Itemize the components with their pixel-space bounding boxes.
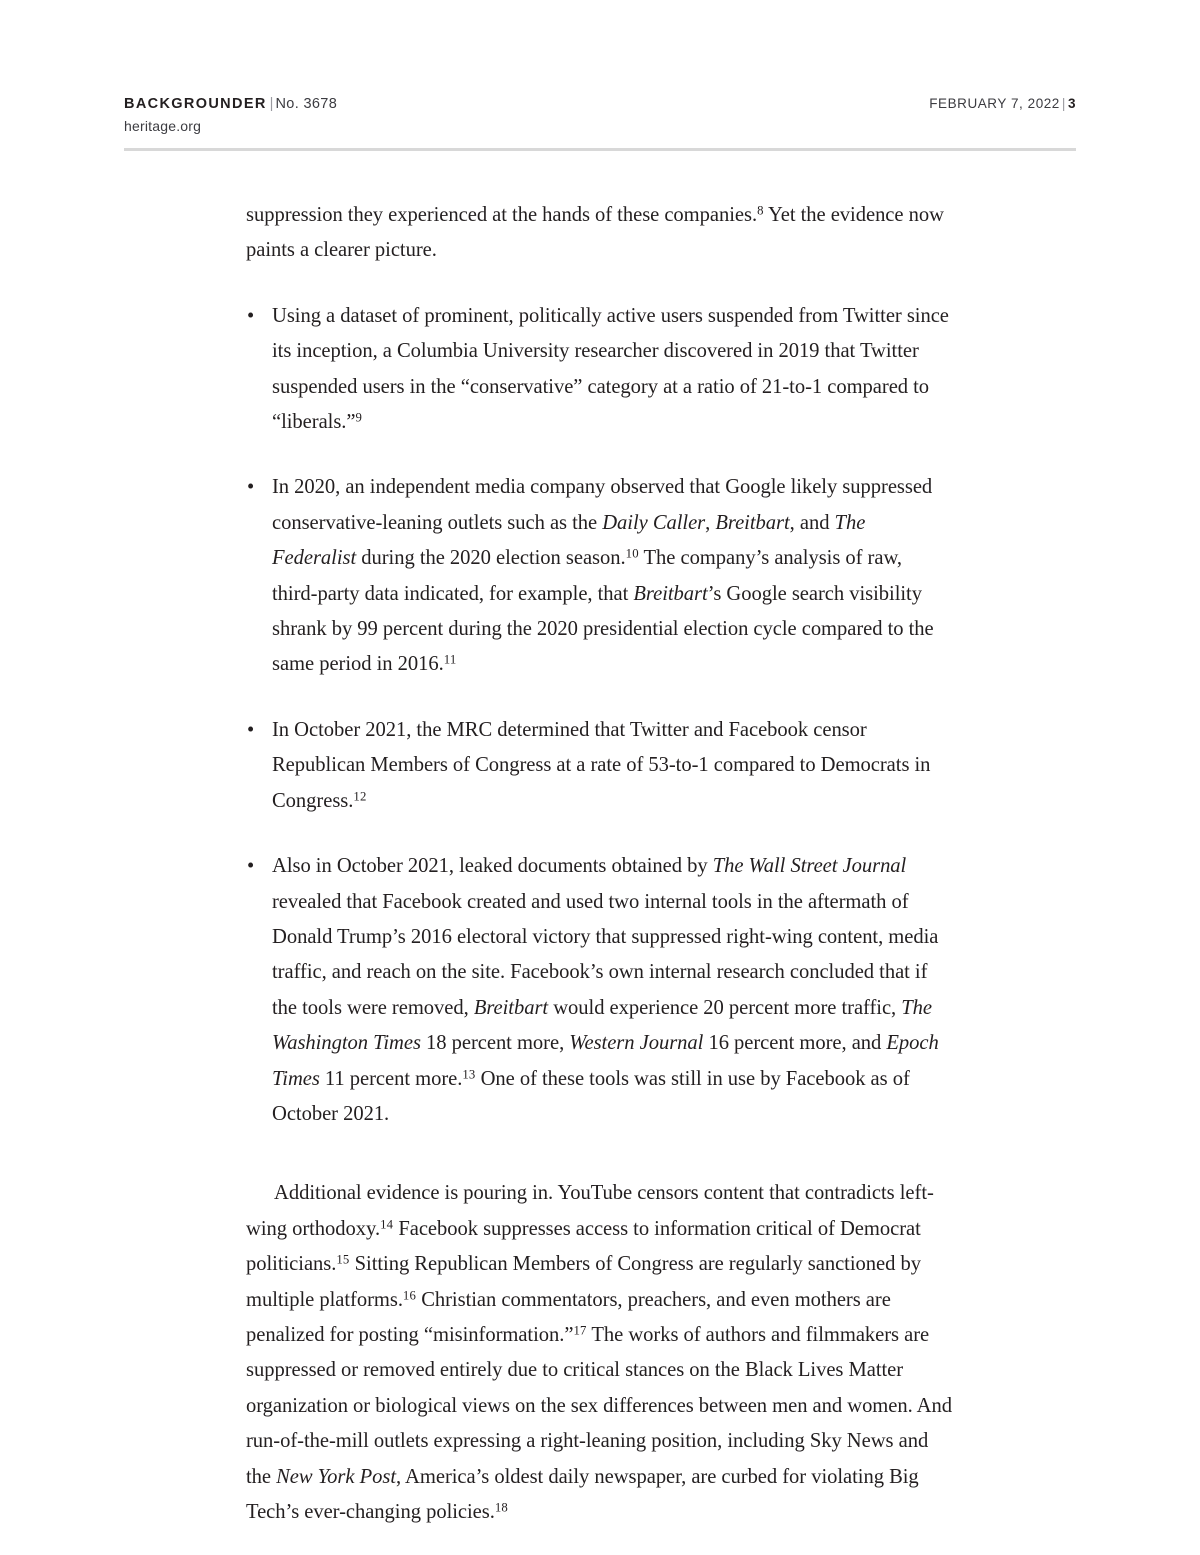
italic-title: The Wall Street Journal	[712, 855, 907, 878]
bullet-google-suppression-text-6: during the 2020 election season.	[356, 547, 626, 570]
paragraph-additional-evidence-text-8: The works of authors and filmmakers are suppressed or removed entirely due to critical stances on the Black Lives Matter organization or biological views on the sex differences between men and women. And run-of-the-mill outlets expressing a right-leaning position, including Sky News and the	[246, 1323, 952, 1488]
bullet-wsj-facebook-tools-text-10: 11 percent more.	[319, 1067, 463, 1090]
paragraph-additional-evidence-text-0: Additional evidence is pouring in. YouTube censors content that contradicts left-wing orthodoxy.	[246, 1182, 934, 1240]
lead-text-after-note: Yet the evidence now paints a clearer picture.	[246, 204, 944, 262]
italic-title: New York Post	[276, 1465, 396, 1488]
italic-title: The Federalist	[272, 511, 866, 570]
website-url: heritage.org	[124, 118, 202, 134]
closing-paragraph	[246, 1176, 952, 1530]
header-separator-left: |	[269, 96, 274, 112]
bullet-marker-icon: •	[247, 304, 255, 327]
publication-name: BACKGROUNDER	[124, 96, 267, 112]
header-publication-line	[124, 96, 337, 112]
bullet-mrc-congress	[272, 719, 930, 812]
italic-title: Breitbart	[473, 996, 549, 1019]
bullet-marker-icon: •	[247, 476, 255, 499]
lead-text-before-note: suppression they experienced at the hands of these companies.	[246, 204, 758, 226]
list-item	[246, 713, 952, 819]
bullet-wsj-facebook-tools	[272, 855, 939, 1125]
bullet-google-suppression	[272, 476, 934, 675]
publication-date: FEBRUARY 7, 2022	[929, 96, 1060, 111]
issue-number: No. 3678	[275, 96, 338, 112]
bullet-google-suppression-text-8: The company’s analysis of raw, third-party data indicated, for example, that	[272, 547, 903, 605]
list-item	[246, 470, 952, 682]
page-header	[124, 96, 1076, 134]
lead-paragraph	[246, 198, 952, 269]
bullet-wsj-facebook-tools-text-12: One of these tools was still in use by Facebook as of October 2021.	[272, 1067, 910, 1125]
bullet-mrc-congress-text-0: In October 2021, the MRC determined that Twitter and Facebook censor Republican Members of Congress at a rate of 53-to-1 compared to Democrats in Congress.	[272, 718, 931, 812]
list-item	[246, 299, 952, 441]
bullet-columbia-twitter	[272, 305, 949, 433]
italic-title: Daily Caller	[602, 511, 706, 534]
bullet-google-suppression-text-2: ,	[705, 511, 716, 534]
header-separator-right: |	[1061, 96, 1066, 111]
paragraph-additional-evidence-text-10: , America’s oldest daily newspaper, are curbed for violating Big Tech’s ever-changing policies.	[246, 1465, 919, 1523]
bullet-wsj-facebook-tools-text-6: 18 percent more,	[420, 1032, 570, 1055]
paragraph-additional-evidence-text-4: Sitting Republican Members of Congress are regularly sanctioned by multiple platforms.	[246, 1253, 921, 1311]
bullet-marker-icon: •	[247, 718, 255, 741]
footnote-ref-15[interactable]: 15	[336, 1252, 350, 1267]
footnote-ref-10[interactable]: 10	[625, 546, 639, 561]
list-item	[246, 849, 952, 1132]
bullet-wsj-facebook-tools-text-4: would experience 20 percent more traffic,	[548, 996, 902, 1019]
italic-title: The Washington Times	[272, 996, 932, 1055]
closing-paragraph-text	[246, 1182, 952, 1523]
footnote-ref-17[interactable]: 17	[573, 1323, 587, 1338]
italic-title: Western Journal	[569, 1032, 704, 1055]
bullet-marker-icon: •	[247, 855, 255, 878]
header-row	[124, 96, 1076, 112]
bullet-google-suppression-text-4: , and	[789, 511, 835, 534]
header-date-page	[929, 96, 1076, 111]
bullet-google-suppression-text-10: ’s Google search visibility shrank by 99 percent during the 2020 presidential election cycle compared to the same period in 2016.	[272, 582, 934, 676]
footnote-ref-9[interactable]: 9	[355, 410, 363, 425]
page-number: 3	[1067, 96, 1076, 111]
bullet-google-suppression-text-0: In 2020, an independent media company observed that Google likely suppressed conservative-leaning outlets such as the	[272, 476, 933, 534]
footnote-ref-18[interactable]: 18	[494, 1500, 508, 1515]
footnote-ref-13[interactable]: 13	[462, 1066, 476, 1081]
document-body	[246, 198, 952, 1530]
bullet-columbia-twitter-text-0: Using a dataset of prominent, politically active users suspended from Twitter since its inception, a Columbia University researcher discovered in 2019 that Twitter suspended users in the “conservative” category at a ratio of 21-to-1 compared to “liberals.”	[272, 304, 949, 434]
footnote-ref-11[interactable]: 11	[443, 652, 457, 667]
evidence-bullet-list	[246, 299, 952, 1133]
italic-title: Breitbart	[715, 511, 790, 534]
paragraph-additional-evidence-text-6: Christian commentators, preachers, and even mothers are penalized for posting “misinformation.”	[246, 1288, 891, 1346]
bullet-wsj-facebook-tools-text-0: Also in October 2021, leaked documents obtained by	[272, 855, 713, 878]
italic-title: Epoch Times	[272, 1032, 939, 1090]
footnote-ref-12[interactable]: 12	[353, 789, 367, 804]
footnote-ref-14[interactable]: 14	[380, 1217, 394, 1232]
paragraph-additional-evidence-text-2: Facebook suppresses access to information critical of Democrat politicians.	[246, 1217, 921, 1276]
bullet-wsj-facebook-tools-text-8: 16 percent more, and	[703, 1032, 887, 1055]
closing-paragraph-block	[246, 1176, 952, 1530]
header-divider-rule	[124, 148, 1076, 151]
bullet-wsj-facebook-tools-text-2: revealed that Facebook created and used two internal tools in the aftermath of Donald Trump’s 2016 electoral victory that suppressed right-wing content, media traffic, and reach on the site. Facebook’s own internal research concluded that if the tools were removed,	[272, 890, 939, 1019]
footnote-ref-16[interactable]: 16	[402, 1287, 417, 1302]
footnote-ref-8[interactable]: 8	[757, 203, 764, 218]
italic-title: Breitbart	[633, 582, 708, 605]
